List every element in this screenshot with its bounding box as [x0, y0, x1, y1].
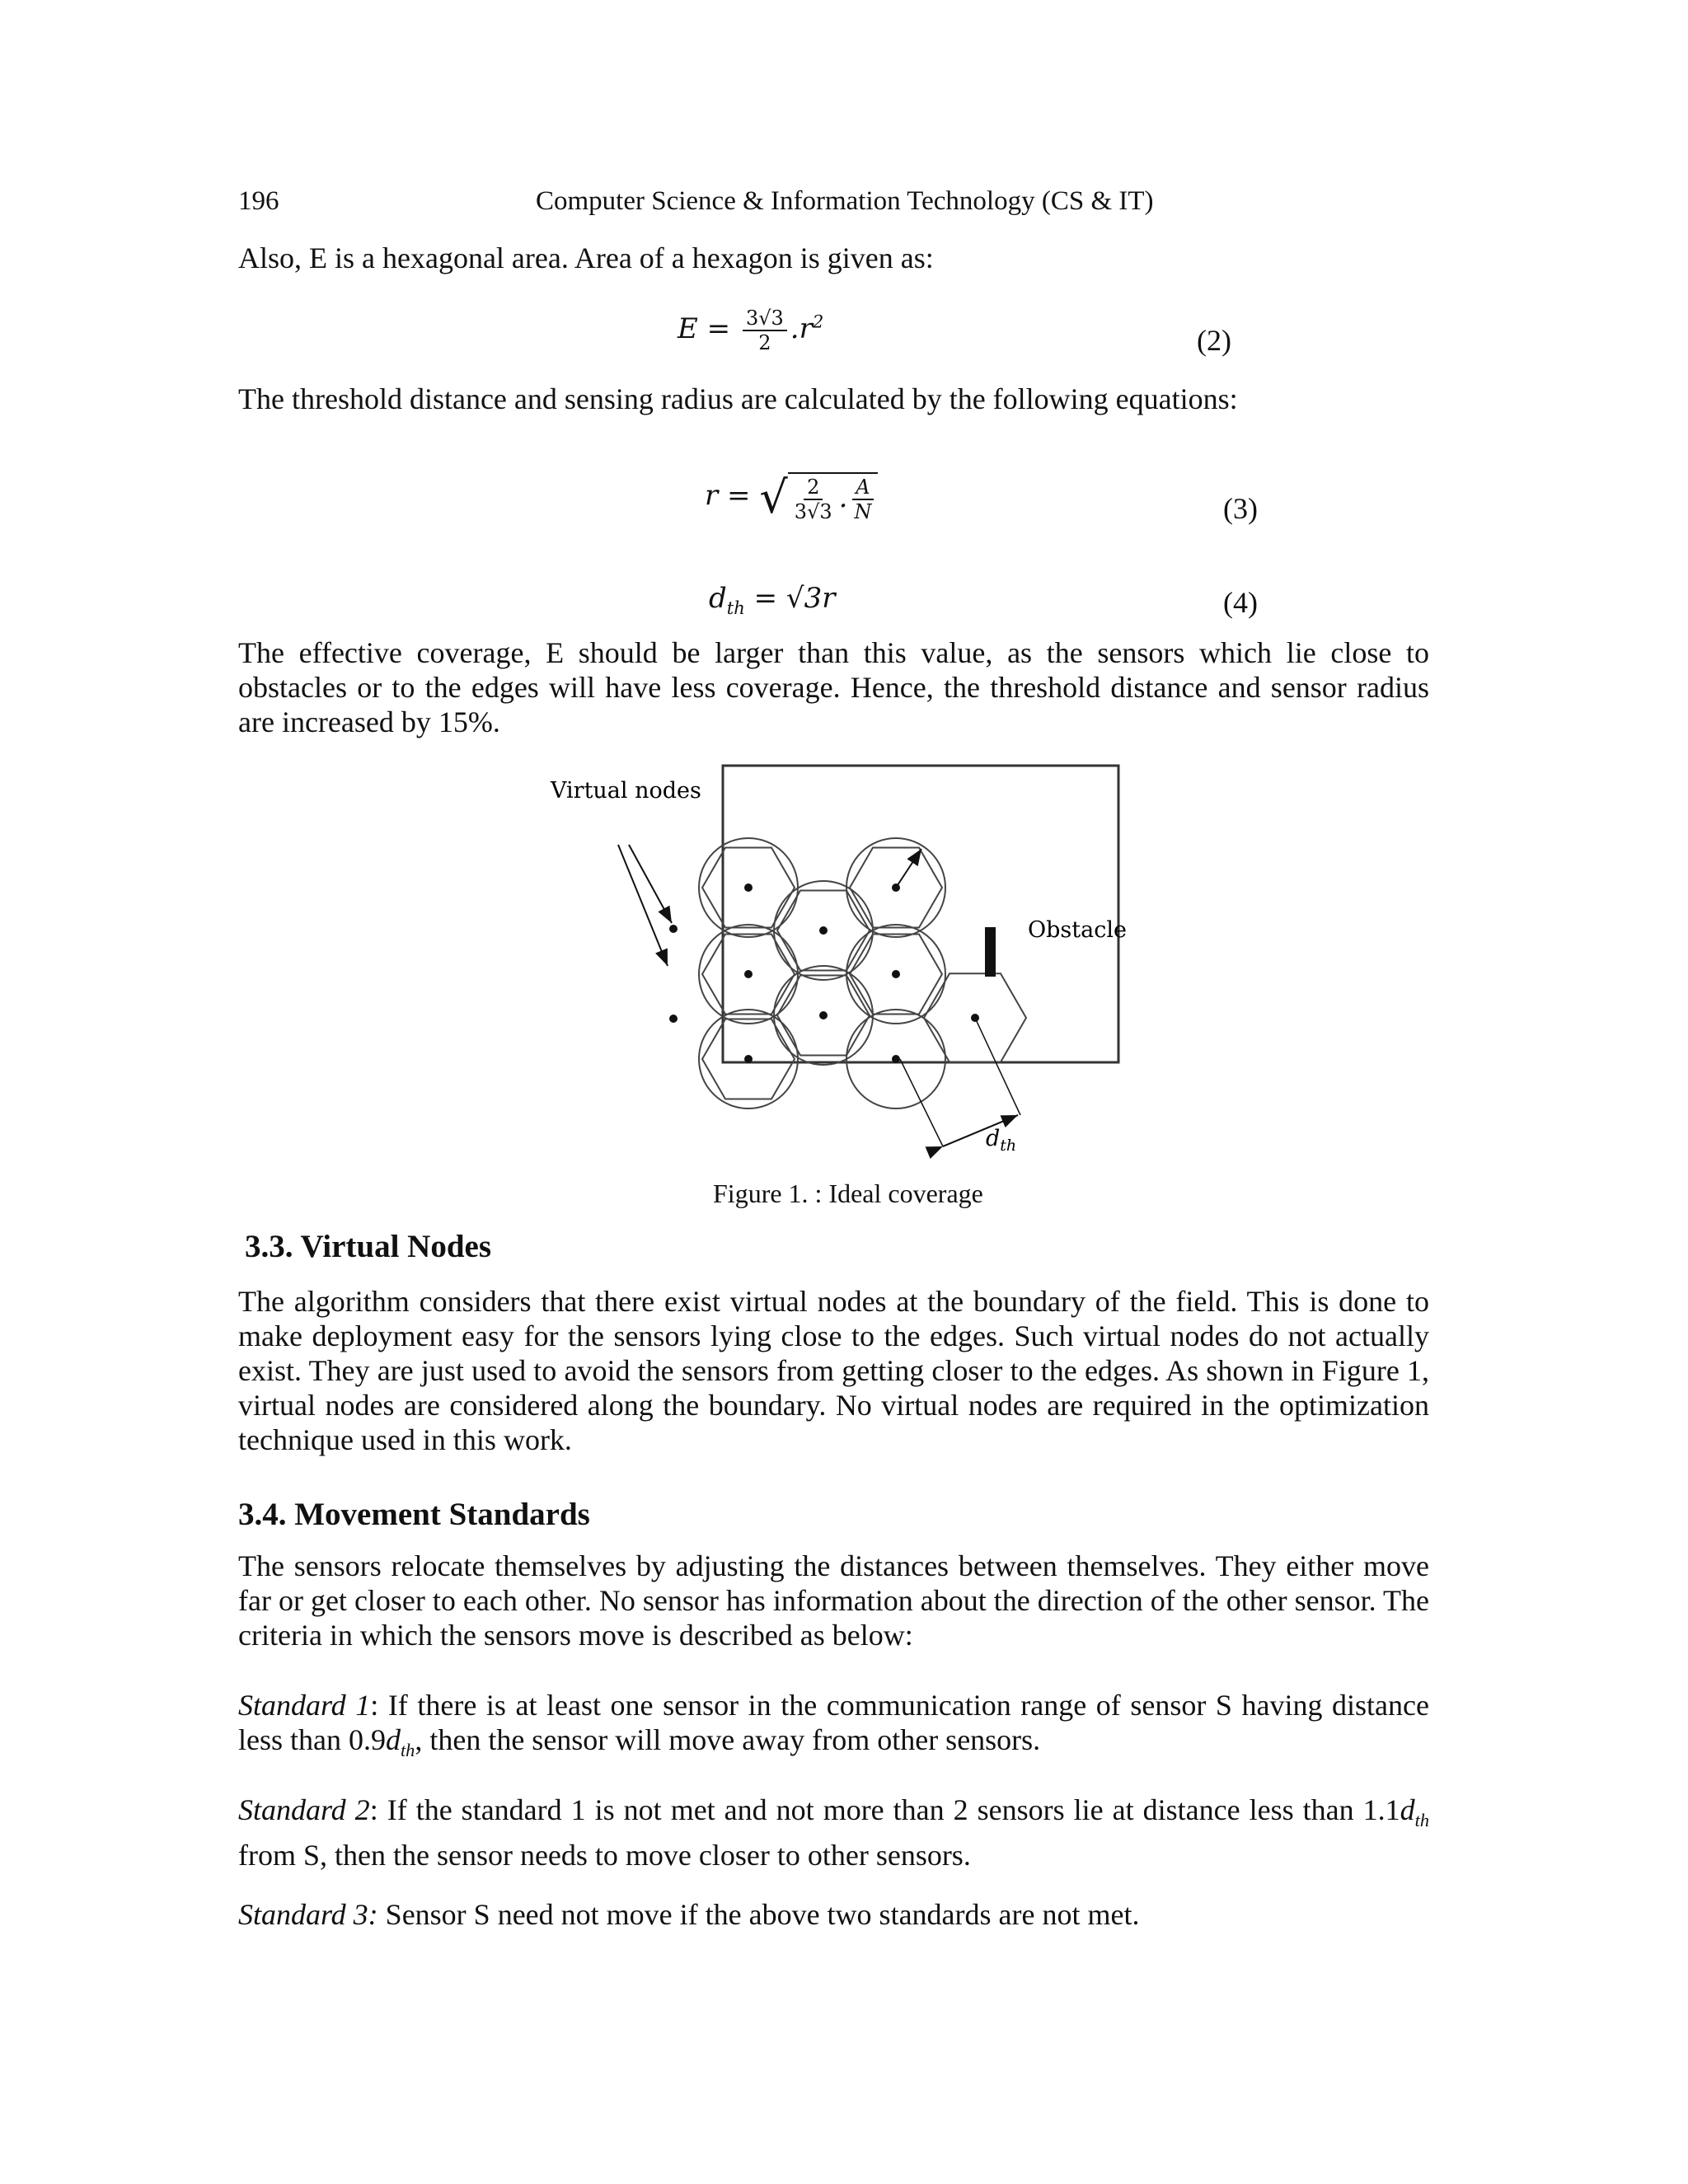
- eq2-lhs: E =: [678, 312, 731, 345]
- eq3-fraction-2: [851, 476, 874, 523]
- obstacle-marker: [985, 927, 996, 977]
- standard-3-label: Standard 3:: [238, 1898, 378, 1931]
- sensor-node: [744, 883, 753, 892]
- section-heading-virtual-nodes: 3.3. Virtual Nodes: [245, 1229, 492, 1264]
- eq3-fraction-1: [791, 476, 836, 523]
- standard-1-label: Standard 1: [238, 1689, 371, 1722]
- standard-1-text: : If there is at least one sensor in the communication range of sensor S having distance less than 0.9: [238, 1689, 1429, 1756]
- virtual-node-arrow: [629, 845, 672, 923]
- figure-caption: Figure 1. : Ideal coverage: [713, 1179, 983, 1208]
- sensor-node: [744, 1055, 753, 1063]
- eq2-numerator: 3√3: [743, 307, 787, 331]
- equation-2-number: (2): [1197, 324, 1231, 357]
- equation-3-number: (3): [1223, 492, 1258, 525]
- virtual-nodes-label: Virtual nodes: [551, 778, 701, 804]
- sensor-node: [744, 970, 753, 978]
- virtual-node: [669, 925, 678, 933]
- standard-1-var: d: [385, 1723, 401, 1756]
- eq3-den1: 3√3: [794, 499, 832, 523]
- sqrt-symbol-icon: √: [759, 471, 788, 523]
- standard-2-text: : If the standard 1 is not met and not more than 2 sensors lie at distance less than 1.1: [369, 1793, 1400, 1826]
- eq3-num2: A: [852, 476, 873, 500]
- standard-2: [238, 1793, 1429, 1872]
- standard-2-sub: th: [1414, 1810, 1429, 1831]
- equation-4-number: (4): [1223, 586, 1258, 619]
- eq3-num1: 2: [804, 476, 823, 500]
- section-heading-movement-standards: 3.4. Movement Standards: [238, 1497, 590, 1532]
- eq2-denominator: 2: [758, 331, 771, 354]
- eq3-den2: N: [854, 499, 872, 523]
- eq2-fraction: [743, 307, 787, 354]
- eq3-lhs: r =: [705, 479, 751, 513]
- sensor-node: [892, 1055, 900, 1063]
- paragraph-virtual-nodes: The algorithm considers that there exist virtual nodes at the boundary of the field. This is done to make deployment easy for the sensors lying close to the edges. Such virtual nodes do not actually exist. They are just used to avoid the sensors from getting closer to the edges. As shown in Figure 1, virtual nodes are considered along the boundary. No virtual nodes are required in the optimization technique used in this work.: [238, 1285, 1429, 1456]
- standard-2-label: Standard 2: [238, 1793, 370, 1826]
- eq4-subscript: th: [726, 597, 745, 618]
- standard-1-sub: th: [400, 1740, 415, 1761]
- standard-3: [238, 1897, 1429, 1932]
- equation-4: [709, 582, 835, 618]
- paragraph-effective-coverage: The effective coverage, E should be larger than this value, as the sensors which lie close to obstacles or to the edges will have less coverage. Hence, the threshold distance and sensor radius are increased by 15%.: [238, 636, 1429, 738]
- standard-3-text: Sensor S need not move if the above two standards are not met.: [377, 1898, 1140, 1931]
- sensor-node: [892, 970, 900, 978]
- page-number: 196: [238, 186, 279, 216]
- radius-arrow: [896, 849, 921, 888]
- standard-2-var: d: [1400, 1793, 1415, 1826]
- virtual-node-arrow: [618, 845, 668, 966]
- dth-label: $d_{th}$: [986, 1126, 1017, 1155]
- standard-2-text-end: from S, then the sensor needs to move closer to other sensors.: [238, 1839, 971, 1872]
- paragraph-movement-standards: The sensors relocate themselves by adjusting the distances between themselves. They either move far or get closer to each other. No sensor has information about the direction of the other sensor. The criteria in which the sensors move is described as below:: [238, 1549, 1429, 1652]
- sensor-node: [819, 926, 828, 935]
- eq3-dot: .: [838, 480, 848, 514]
- dth-guide-line: [975, 1018, 1020, 1115]
- running-title: Computer Science & Information Technology (CS & IT): [536, 186, 1154, 216]
- paragraph-hexagon-intro: Also, E is a hexagonal area. Area of a hexagon is given as:: [238, 241, 934, 274]
- equation-2: [678, 307, 823, 354]
- eq2-rest: .r: [790, 312, 813, 345]
- equation-3: [705, 471, 878, 523]
- coverage-cells: [699, 838, 1026, 1108]
- dth-guide-line: [900, 1059, 943, 1146]
- standard-1: [238, 1688, 1429, 1768]
- sensor-node: [819, 1011, 828, 1019]
- ideal-coverage-figure: [536, 758, 1129, 1170]
- eq4-var: d: [709, 582, 727, 615]
- standard-1-text-end: , then the sensor will move away from other sensors.: [415, 1723, 1041, 1756]
- virtual-node: [669, 1015, 678, 1023]
- eq2-exponent: 2: [812, 311, 824, 332]
- obstacle-label: Obstacle: [1028, 917, 1127, 943]
- paragraph-threshold-intro: The threshold distance and sensing radius are calculated by the following equations:: [238, 382, 1238, 415]
- eq3-radicand: [788, 472, 879, 523]
- eq4-rhs: = √3r: [753, 582, 836, 615]
